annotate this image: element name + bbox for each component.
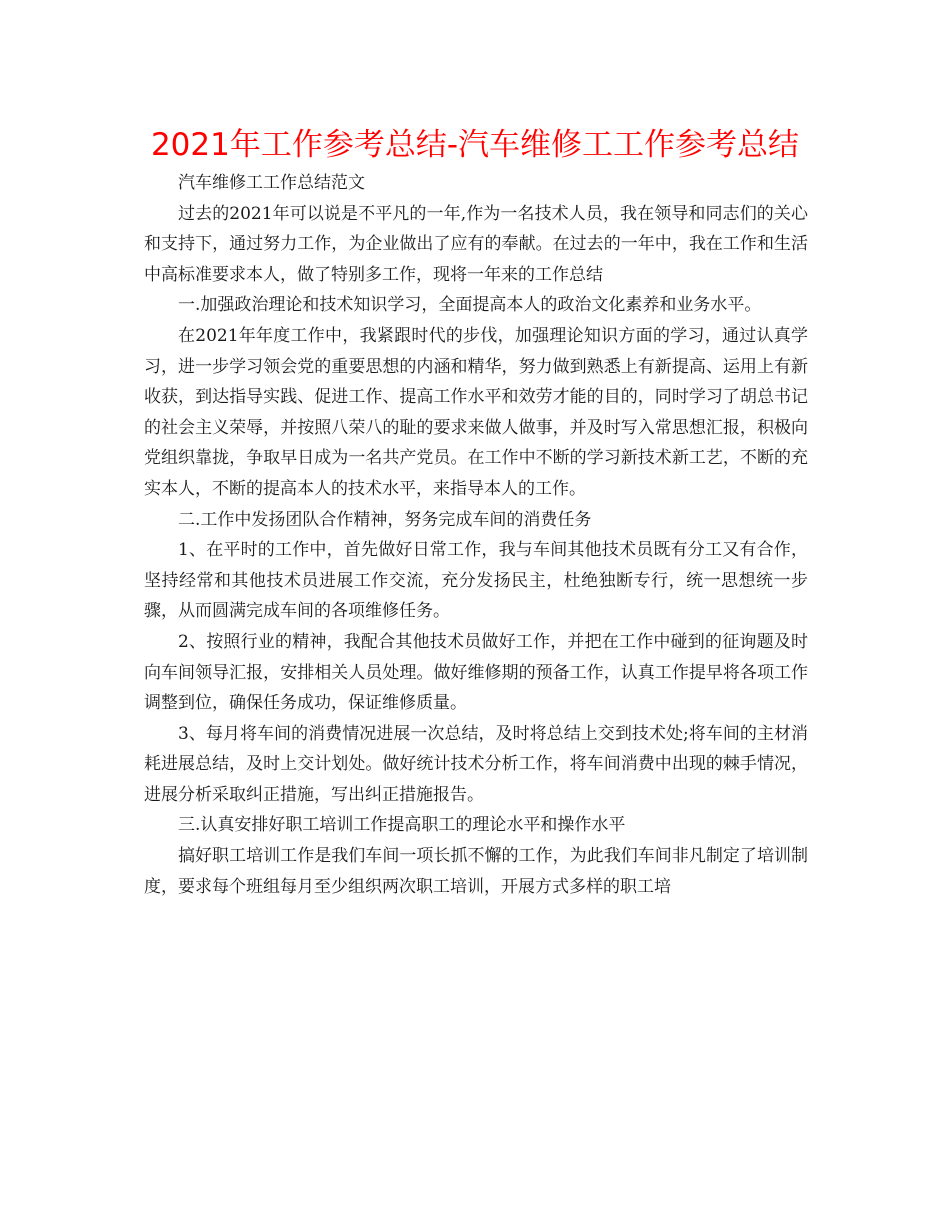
paragraph-item-3: 3、每月将车间的消费情况进展一次总结，及时将总结上交到技术处;将车间的主材消耗进展总结，及时上交计划处。做好统计技术分析工作，将车间消费中出现的棘手情况，进展分析采取纠正措施，写出纠正措施报告。 [144, 723, 808, 805]
document-title: 2021年工作参考总结-汽车维修工工作参考总结 [150, 127, 800, 163]
document-body [144, 168, 808, 902]
paragraph-intro: 过去的2021年可以说是不平凡的一年,作为一名技术人员，我在领导和同志们的关心和支持下，通过努力工作，为企业做出了应有的奉献。在过去的一年中，我在工作和生活中高标准要求本人，做了特别多工作，现将一年来的工作总结 [144, 203, 808, 285]
paragraph-section-1: 在2021年年度工作中，我紧跟时代的步伐，加强理论知识方面的学习，通过认真学习，进一步学习领会党的重要思想的内涵和精华，努力做到熟悉上有新提高、运用上有新收获，到达指导实践、促进工作、提高工作水平和效劳才能的目的，同时学习了胡总书记的社会主义荣辱，并按照八荣八的耻的要求来做人做事，并及时写入常思想汇报，积极向党组织靠拢，争取早日成为一名共产党员。在工作中不断的学习新技术新工艺，不断的充实本人，不断的提高本人的技术水平，来指导本人的工作。 [144, 325, 808, 499]
paragraph-item-2: 2、按照行业的精神，我配合其他技术员做好工作，并把在工作中碰到的征询题及时向车间领导汇报，安排相关人员处理。做好维修期的预备工作，认真工作提早将各项工作调整到位，确保任务成功，保证维修质量。 [144, 631, 808, 714]
paragraph-section-3: 搞好职工培训工作是我们车间一项长抓不懈的工作，为此我们车间非凡制定了培训制度，要求每个班组每月至少组织两次职工培训，开展方式多样的职工培 [144, 846, 808, 897]
section-heading-1: 一.加强政治理论和技术知识学习，全面提高本人的政治文化素养和业务水平。 [178, 295, 762, 316]
section-heading-2: 二.工作中发扬团队合作精神，努务完成车间的消费任务 [178, 509, 592, 530]
paragraph-subtitle: 汽车维修工工作总结范文 [178, 173, 365, 193]
section-heading-3: 三.认真安排好职工培训工作提高职工的理论水平和操作水平 [178, 815, 626, 836]
paragraph-item-1: 1、在平时的工作中，首先做好日常工作，我与车间其他技术员既有分工又有合作，坚持经常和其他技术员进展工作交流，充分发扬民主，杜绝独断专行，统一思想统一步骤，从而圆满完成车间的各项维修任务。 [144, 540, 808, 622]
